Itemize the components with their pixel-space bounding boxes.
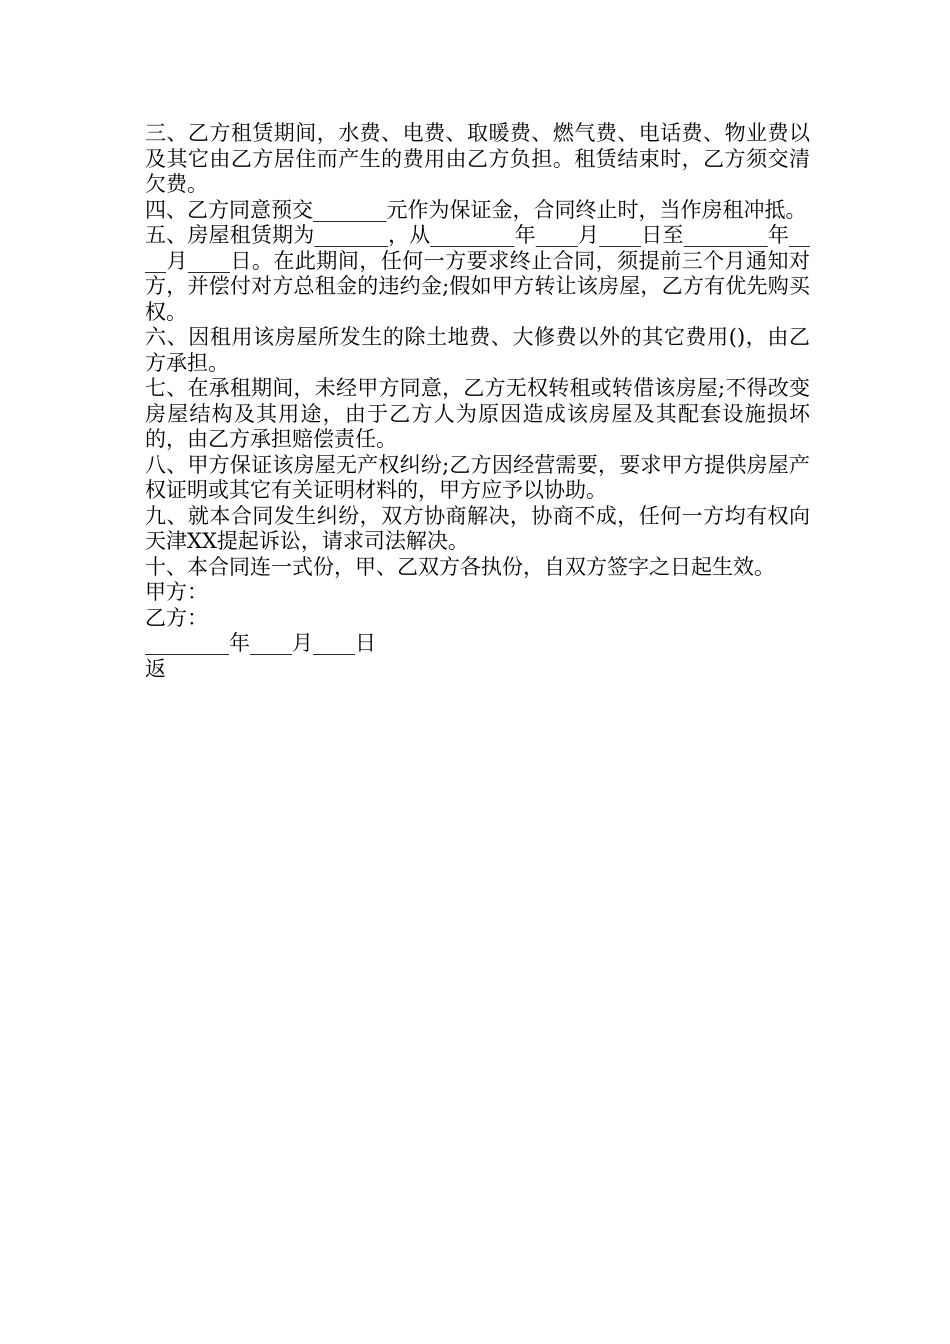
clause-4: 四、乙方同意预交_______元作为保证金，合同终止时，当作房租冲抵。: [145, 197, 807, 222]
clause-8: 八、甲方保证该房屋无产权纠纷;乙方因经营需要，要求甲方提供房屋产权证明或其它有关证明材料的，甲方应予以协助。: [145, 452, 810, 502]
clause-9: 九、就本合同发生纠纷，双方协商解决，协商不成，任何一方均有权向天津XX提起诉讼，请求司法解决。: [145, 503, 810, 553]
signing-date: ________年____月____日: [145, 631, 376, 655]
clause-3: 三、乙方租赁期间，水费、电费、取暖费、燃气费、电话费、物业费以及其它由乙方居住而产生的费用由乙方负担。租赁结束时，乙方须交清欠费。: [145, 121, 810, 196]
clause-10: 十、本合同连一式份，甲、乙双方各执份，自双方签字之日起生效。: [145, 554, 775, 579]
party-a-signature: 甲方：: [145, 580, 208, 604]
return-link[interactable]: 返: [145, 656, 166, 681]
clause-7: 七、在承租期间，未经甲方同意，乙方无权转租或转借该房屋;不得改变房屋结构及其用途，由于乙方人为原因造成该房屋及其配套设施损坏的，由乙方承担赔偿责任。: [145, 376, 810, 451]
party-b-signature: 乙方：: [145, 605, 208, 630]
document-body: [145, 121, 810, 682]
clause-5: 五、房屋租赁期为_______，从________年____月____日至________年____月____日。在此期间，任何一方要求终止合同，须提前三个月通知对方，并偿付对方总租金的违约金;假如甲方转让该房屋，乙方有优先购买权。: [145, 223, 810, 324]
clause-6: 六、因租用该房屋所发生的除土地费、大修费以外的其它费用()，由乙方承担。: [145, 325, 810, 375]
